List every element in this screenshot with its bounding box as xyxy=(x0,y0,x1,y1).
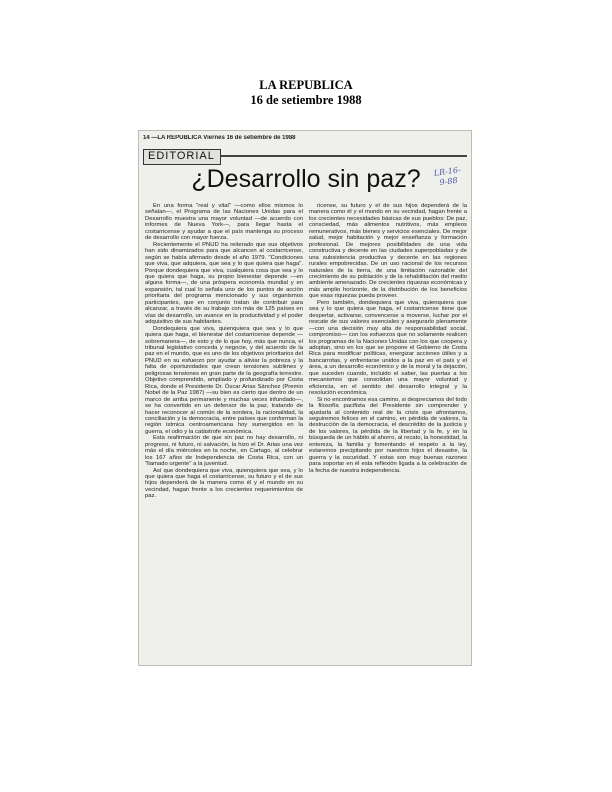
newspaper-clipping xyxy=(138,130,472,666)
paragraph: ricense, su futuro y el de sus hijos dependerá de la manera como él y el mundo en su vecindad, hagan frente a los crecientes necesidades básicas de sus pueblos: De paz, consciedad, más alimentos nutritivos, más empleos remunerativos, más bienes y servicios esenciales. De mejor salud, mejor habitación y mejor enseñanza y formación profesional. De mejores posibilidades de una vida constructiva y decente en las ciudades superpobladas y de una subsistencia productiva y decente en las regiones rurales empobrecidas. De un uso racional de los recursos naturales de la tierra, de una limitación razonable del crecimiento de su población y de la rehabilitación del medio ambiente amenazado. De crecientes riquezas económicas y más amplio horizonte, de la distribución de los beneficios que esas riquezas pueda proveer. xyxy=(309,203,467,300)
paragraph: Pero también, dondequiera que viva, quienquiera que sea y lo que quiera que haga, el costarricense tiene que despertar, activarse, convencerse a moverse, luchar por el rescate de sus valores esenciales y asegurarlo plenamente —con una decisión muy alta de responsabilidad social, compromiso— con los esfuerzos que no solamente realicen los programas de la Naciones Unidas con los que coopera y adoptan, sino en los que se propone el Gobierno de Costa Rica para modificar políticas, energizar acciones útiles y a bancarrotas, y enfrentarse unidos a la paz en el país y el área, a un desarrollo económico y de la moral y la dejación, que suceden cuando, incluido el saber, las puertas a los mecanismos que consolidan una mayor voluntad y eficiencia, en el sentido del desarrollo integral y la resolución económica. xyxy=(309,299,467,397)
page-folio: 14 —LA REPUBLICA Viernes 16 de setiembre de 1988 xyxy=(143,135,296,141)
paragraph: Si no encontramos esa camino, si despreciamos del todo la filosofía pacifista del Presidente sin comprender y ajustarla al contenido real de la crisis que afrontamos, seguiremos felices en el camino, en pérdida de valores, la destrucción de la democracia, el descrédito de la justicia y de los valores, la pérdida de la libertad y la fe, y en la búsqueda de un hábito al ahorro, al recato, la honestidad, la entereza, la familia y fomentando el respeto a la ley, estaremos precipitando por nuestros hijos el desastre, la guerra y la oscuridad. Y estas son muy buenas razones para soportar en él esta reflexión ligada a la celebración de la fecha de nuestra independencia. xyxy=(309,396,467,474)
paragraph: En una forma "real y vital" —como ellos mismos lo señalan—, el Programa de las Naciones Unidas para el Desarrollo muestra una mayor voluntad —de acuerdo con informes de Nueva York—, para llegar hasta el costarricense y ayudar a que el país mantenga su proceso de desarrollo con mayor fuerza. xyxy=(145,203,303,242)
section-label: EDITORIAL xyxy=(148,150,215,162)
publication-date: 16 de setiembre 1988 xyxy=(250,93,362,107)
article-column-right xyxy=(309,203,467,659)
publication-name: LA REPUBLICA xyxy=(259,78,353,92)
paragraph: Dondequiera que viva, quienquiera que sea y lo que quiera que haga, el bienestar del costarricense depende —sobremanera—, de esto y de lo que hoy, más que nunca, el tribunal legislativo conceda y negocie, y del acuerdo de la paz en el mundo, que es uno de los objetivos prioritarios del PNUD en su esfuerzo por ayudar a aliviar la pobreza y la falta de oportunidades que crean tensiones sublimes y peligrosas tensiones en gran parte de la geografía terrestre. Objetivo comprendido, ampliado y profundizado por Costa Rica, donde el Presidente Dr. Óscar Arias Sánchez (Premio Nobel de la Paz 1987) —su bien es cierto que dentro de un marco de arriba permanente y muchas veces infundado—, se ha convertido en un defensor de la paz, tratando de hacer reconocer al común de la sordera, la racionalidad, la conciliación y la democracia, entre países que conforman la región istmica centroamericana hoy sumergidos en la guerra, el odio y la catástrofe económica. xyxy=(145,325,303,435)
paragraph: Recientemente el PNUD ha reiterado que sus objetivos han sido dinamizados para que alcancen al costarricense, según se había afirmado desde el año 1979. "Condiciones que viva, que adquiera, que sea y lo que quiera que haga". Porque dondequiera que viva, cualquiera cosa que sea y lo que quiera que haga, su propio bienestar depende —en alguna forma—, de una próspera economía mundial y en expansión, tal cual lo señala uno de los puntos de acción prioritaria del programa mencionado y sus organismos participantes, que en conjunto tratan de contribuir para alcanzar, a través de su trabajo con más de 125 países en vías de desarrollo, un avance en la productividad y el poder adquisitivo de sus habitantes. xyxy=(145,241,303,326)
paragraph: Así que dondequiera que viva, quienquiera que sea, y lo que quiera que haga el costarricense, su futuro y el de sus hijos dependerá de la manera como él y el mundo en su vecindad, hagan frente a los crecientes requerimientos de paz. xyxy=(145,467,303,500)
paragraph: Esta reafirmación de que sin paz no hay desarrollo, ni progreso, ni futuro, ni salvación, la hizo el Dr. Arias una vez más el día miércoles en la noche, en Cartago, al celebrar los 167 años de Independencia de Costa Rica, con un "llamado urgente" a la juventud. xyxy=(145,435,303,468)
headline: ¿Desarrollo sin paz? xyxy=(191,165,421,193)
document-header xyxy=(0,78,612,108)
article-column-left xyxy=(145,203,303,659)
section-box xyxy=(143,149,221,165)
handwritten-annotation: LR-16-9-88 xyxy=(433,165,462,188)
section-rule xyxy=(221,155,467,157)
